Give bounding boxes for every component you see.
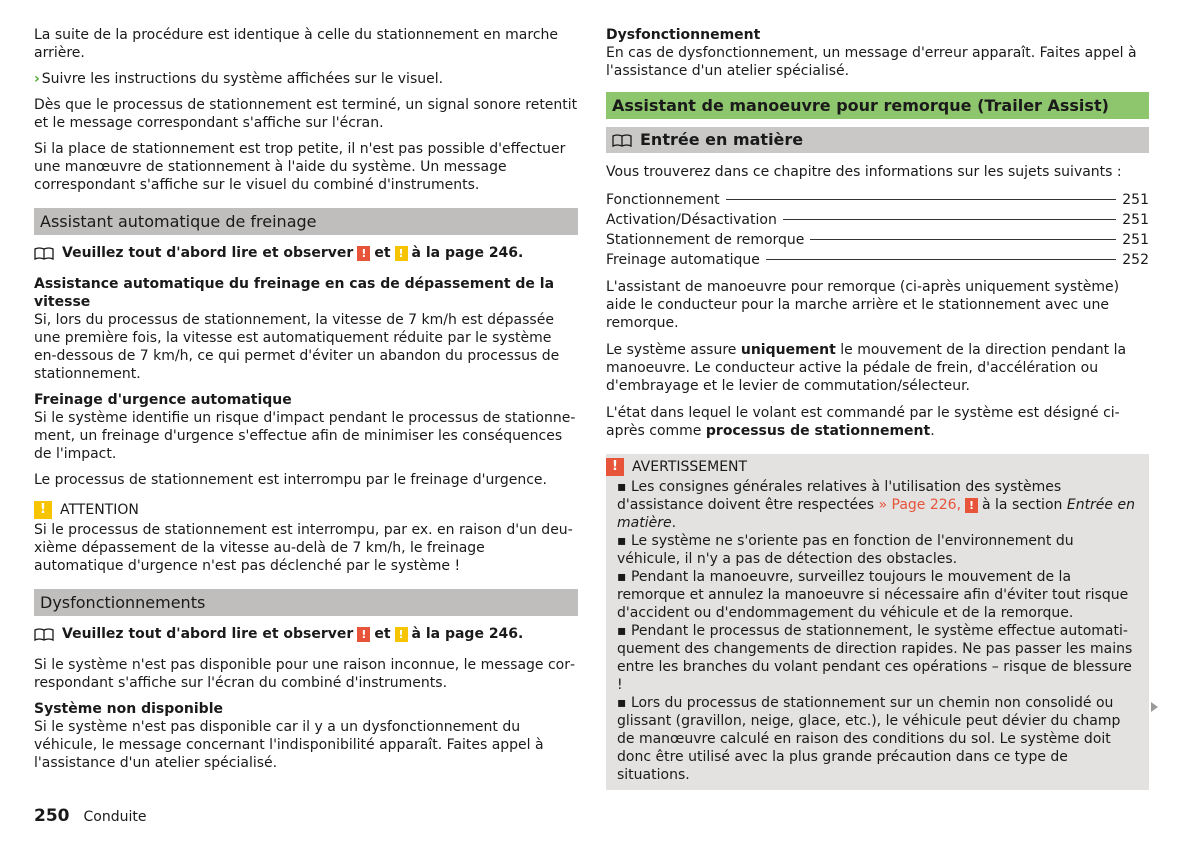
section-heading-malfunctions: Dysfonctionnements [34, 589, 578, 616]
warning-icon: ! [357, 246, 370, 261]
subheading: Dysfonctionnement [606, 27, 761, 43]
toc-entry[interactable]: Stationnement de remorque 251 [606, 232, 1149, 248]
paragraph: Le système assure uniquement le mouvement de la direction pendant la manoeuvre. Le conducteur active la pédale de frein, d'accélération ou d'embrayage et le levier de commutation/sélecteur. [606, 342, 1127, 394]
warning-item: ▪ Pendant la manoeuvre, surveillez toujours le mouvement de la remorque et annulez la manoeuvre si nécessaire afin d'éviter tout risque d'accident ou d'endommagement du véhicule et de la remorque. [617, 569, 1129, 621]
section-heading-auto-braking: Assistant automatique de freinage [34, 208, 578, 235]
warning-icon: ! [606, 458, 624, 476]
page-footer [34, 806, 146, 826]
right-column [606, 26, 1149, 790]
toc-leader [726, 199, 1117, 200]
paragraph: La suite de la procédure est identique à celle du stationnement en marche arrière. [34, 27, 559, 61]
paragraph: L'état dans lequel le volant est commandé par le système est désigné ci-après comme processus de stationnement. [606, 405, 1120, 439]
warning-panel [606, 454, 1149, 790]
warning-item: ▪ Le système ne s'oriente pas en fonction de l'environnement du véhicule, il n'y a pas de détection des obstacles. [617, 533, 1074, 567]
read-first-notice: Veuillez tout d'abord lire et observer ! et ! à la page 246. [34, 245, 578, 261]
subheading: Assistance automatique du freinage en cas de dépassement de la vitesse [34, 276, 555, 310]
left-column [34, 26, 578, 780]
paragraph: Si la place de stationnement est trop petite, il n'est pas possible d'effectuer une manœuvre de stationnement à l'aide du système. Un message correspondant s'affiche sur le visuel du combiné d'instruments. [34, 141, 566, 193]
attention-icon: ! [34, 501, 52, 519]
warning-icon: ! [357, 627, 370, 642]
toc-entry[interactable]: Freinage automatique 252 [606, 252, 1149, 268]
paragraph: Le processus de stationnement est interrompu par le freinage d'urgence. [34, 472, 547, 488]
warning-item: ▪ Lors du processus de stationnement sur un chemin non consolidé ou glissant (gravillon, neige, glace, etc.), le véhicule peut dévier du champ de manœuvre calculé en raison des conditions du sol. Le système doit donc être utilisé avec la plus grande précaution dans ce type de situations. [617, 695, 1121, 783]
step-arrow-icon: › [34, 71, 40, 87]
continue-arrow-icon [1151, 702, 1158, 712]
warning-heading: ! AVERTISSEMENT [606, 456, 1139, 478]
warning-item: ▪ Les consignes générales relatives à l'utilisation des systèmes d'assistance doivent être respectées » Page 226, ! à la section Entrée en matière. [617, 479, 1135, 531]
page-number: 250 [34, 806, 70, 826]
paragraph: Dès que le processus de stationnement est terminé, un signal sonore retentit et le message correspondant s'affiche sur l'écran. [34, 97, 578, 131]
page-link[interactable]: » Page 226, [878, 497, 962, 513]
paragraph: Si, lors du processus de stationnement, la vitesse de 7 km/h est dépassée une première fois, la vitesse est automatiquement réduite par le système en-dessous de 7 km/h, ce qui permet d'éviter un abandon du processus de stationnement. [34, 312, 560, 382]
instruction-step: › Suivre les instructions du système affichées sur le visuel. [34, 71, 444, 87]
section-heading-trailer-assist: Assistant de manoeuvre pour remorque (Trailer Assist) [606, 92, 1149, 119]
paragraph: En cas de dysfonctionnement, un message d'erreur apparaît. Faites appel à l'assistance d'un atelier spécialisé. [606, 45, 1137, 79]
paragraph: L'assistant de manoeuvre pour remorque (ci-après uniquement système) aide le conducteur pour la marche arrière et le stationnement avec une remorque. [606, 279, 1120, 331]
subsection-heading-intro: Entrée en matière [606, 127, 1149, 153]
toc-leader [783, 219, 1116, 220]
footer-section: Conduite [83, 809, 147, 825]
caution-icon: ! [395, 246, 408, 261]
book-icon [34, 247, 54, 260]
toc-leader [810, 239, 1116, 240]
warning-item: ▪ Pendant le processus de stationnement, le système effectue automatiquement des changements de direction rapides. Ne pas passer les mains entre les branches du volant pendant ces opérations – risque de blessure ! [617, 623, 1133, 693]
toc-entry[interactable]: Fonctionnement 251 [606, 192, 1149, 208]
subheading: Système non disponible [34, 701, 223, 717]
read-first-notice: Veuillez tout d'abord lire et observer ! et ! à la page 246. [34, 626, 578, 642]
paragraph: Si le système n'est pas disponible pour une raison inconnue, le message correspondant s'affiche sur l'écran du combiné d'instruments. [34, 657, 576, 691]
paragraph: Vous trouverez dans ce chapitre des informations sur les sujets suivants : [606, 164, 1122, 180]
warning-icon: ! [965, 498, 978, 513]
paragraph: Si le système identifie un risque d'impact pendant le processus de stationnement, un freinage d'urgence s'effectue afin de minimiser les conséquences de l'impact. [34, 410, 576, 462]
attention-text: Si le processus de stationnement est interrompu, par ex. en raison d'un deuxième dépassement de la vitesse au-delà de 7 km/h, le freinage automatique d'urgence n'est pas déclenché par le système ! [34, 522, 573, 574]
book-icon [612, 134, 632, 147]
paragraph: Si le système n'est pas disponible car il y a un dysfonctionnement du véhicule, le message concernant l'indisponibilité apparaît. Faites appel à l'assistance d'un atelier spécialisé. [34, 719, 544, 771]
book-icon [34, 628, 54, 641]
table-of-contents [606, 190, 1149, 270]
attention-heading: ! ATTENTION [34, 501, 578, 519]
subheading: Freinage d'urgence automatique [34, 392, 292, 408]
caution-icon: ! [395, 627, 408, 642]
toc-leader [766, 259, 1116, 260]
toc-entry[interactable]: Activation/Désactivation 251 [606, 212, 1149, 228]
